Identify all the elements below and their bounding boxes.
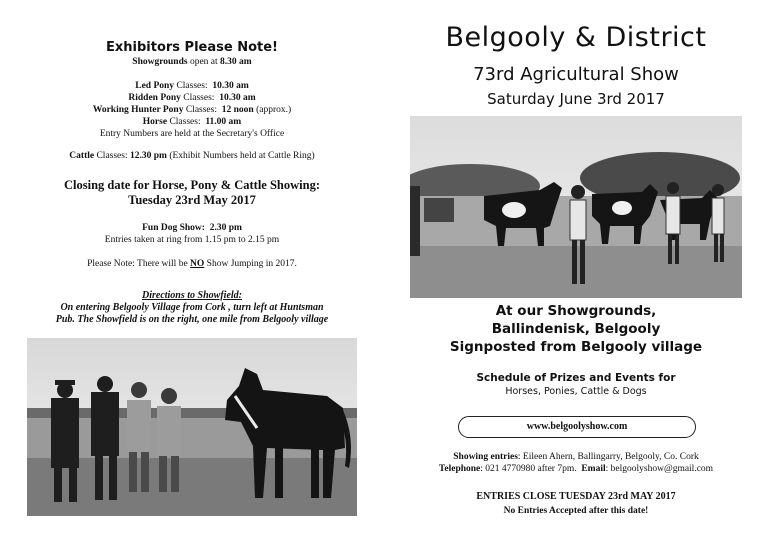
photo-horse-and-men [27, 338, 357, 516]
photo-cattle-show [410, 116, 742, 298]
class-line-ridden-pony: Ridden Pony Classes: 10.30 am [128, 93, 256, 103]
entry-numbers-note: Entry Numbers are held at the Secretary's Office [99, 129, 285, 139]
closing-date: Closing date for Horse, Pony & Cattle Showing: Tuesday 23rd May 2017 [63, 178, 320, 207]
photo-horse-graphic [27, 338, 357, 516]
show-jumping-note: Please Note: There will be NO Show Jumping in 2017. [87, 259, 297, 269]
show-title: Belgooly & District [445, 22, 707, 53]
directions-title: Directions to Showfield: [141, 290, 242, 301]
class-line-led-pony: Led Pony Classes: 10.30 am [135, 81, 249, 91]
class-times [0, 80, 384, 140]
show-subtitle: 73rd Agricultural Show [473, 64, 679, 85]
exhibitors-title: Exhibitors Please Note! [106, 40, 278, 55]
showgrounds-label: Showgrounds [132, 57, 188, 67]
venue: At our Showgrounds, Ballindenisk, Belgooly Signposted from Belgooly village [449, 303, 703, 355]
email-link[interactable]: : belgoolyshow@gmail.com [605, 464, 714, 474]
showgrounds-line: Showgrounds open at 8.30 am [132, 57, 252, 67]
entries-close: ENTRIES CLOSE TUESDAY 23rd MAY 2017 [476, 491, 676, 502]
no-entries-after: No Entries Accepted after this date! [503, 506, 649, 516]
dog-show: Fun Dog Show: 2.30 pm Entries taken at ring from 1.15 pm to 2.15 pm [104, 223, 280, 245]
schedule-subtitle: Horses, Ponies, Cattle & Dogs [505, 386, 647, 397]
class-line-horse: Horse Classes: 11.00 am [142, 117, 242, 127]
schedule-title: Schedule of Prizes and Events for [476, 372, 676, 384]
entries-contact: Showing entries: Eileen Ahern, Ballingarry, Belgooly, Co. Cork Telephone: 021 4770980 after 7pm. Email: belgoolyshow@gmail.com [438, 452, 714, 474]
show-date: Saturday June 3rd 2017 [487, 90, 665, 108]
website-link[interactable]: www.belgoolyshow.com [458, 416, 696, 438]
photo-cattle-graphic [410, 116, 742, 298]
directions: Directions to Showfield: On entering Belgooly Village from Cork , turn left at Huntsman Pub. The Showfield is on the right, one mile from Belgooly village [0, 290, 384, 326]
cattle-line: Cattle Classes: 12.30 pm (Exhibit Numbers held at Cattle Ring) [69, 151, 315, 161]
class-line-working-hunter: Working Hunter Pony Classes: 12 noon (approx.) [92, 105, 292, 115]
